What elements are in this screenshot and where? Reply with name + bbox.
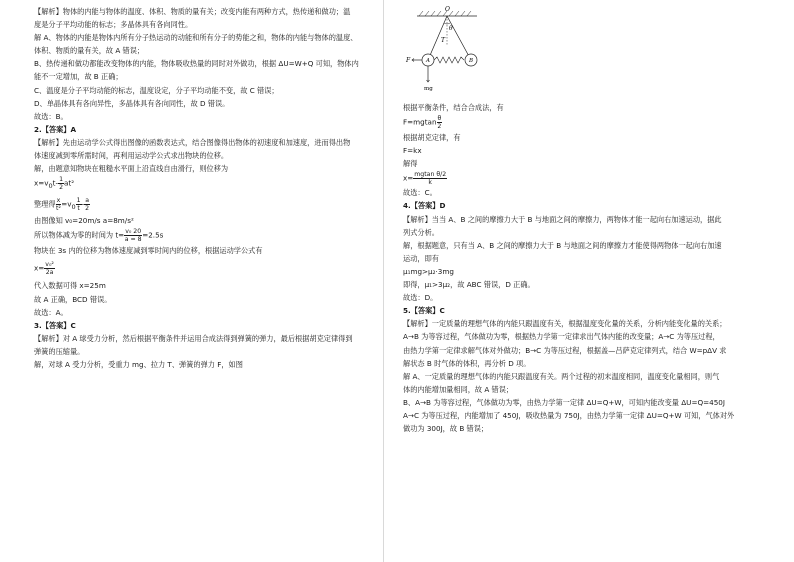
solution-line: 解 A、一定质量的理想气体的内能只跟温度有关。两个过程的初末温度相同，温度变化量相同，则气 [403,371,720,381]
choice-line: 故选：A。 [34,307,68,317]
left-column [34,6,389,372]
label-mg: mg [424,86,433,92]
choice-line: 故选：B。 [34,111,68,121]
analysis-line: 体速度减到零所需时间，再利用运动学公式求出物块的位移。 [34,151,229,161]
spring [434,57,464,63]
formula-x: x= $\frac{\text{v₀²}}{2a}$ [34,260,54,276]
formula-time: 所以物体减为零的时间为 t= $\frac{\text{v₀ 20}}{a = 8}$ =2.5s [34,228,164,244]
fraction: $\frac{1}{t}$ [76,197,81,213]
formula-graph-values: 由图像知 v₀=20m/s a=8m/s² [34,216,134,226]
analysis-line: 弹簧的压缩量。 [34,346,85,356]
formula-hooke: F=kx [403,145,422,155]
analysis-line: 【解析】物体的内能与物体的温度、体积、物质的量有关；改变内能有两种方式，热传递和做功；温 [34,7,351,16]
fraction: $\frac{\theta}{2}$ [437,115,442,131]
force-diagram [403,6,543,100]
fraction: $\frac{a}{2}$ [85,197,90,213]
solution-line: 解，对球 A 受力分析，受重力 mg、拉力 T、弹簧的弹力 F，如图 [34,360,243,370]
label-theta: θ [449,25,453,32]
choice-line: 故选：D。 [403,293,438,303]
solution-line: C、温度是分子平均动能的标志，温度设定，分子平均动能不变，故 C 错误； [34,85,279,95]
analysis-line: 【解析】对 A 球受力分析，然后根据平衡条件并运用合成法得到弹簧的弹力，最后根据胡克定律得到 [34,333,353,343]
analysis-line: 度是分子平均动能的标志；多晶体具有各向同性。 [34,20,193,30]
solution-line: 根据平衡条件，结合合成法，有 [403,103,504,112]
solution-line: 解，根据题意，只有当 A、B 之间的摩擦力大于 B 与地面之间的摩擦力才能使得两物体一起向右加速 [403,240,722,250]
fraction: $\frac{\text{v₀ 20}}{a = 8}$ [124,228,142,244]
label-f: F [406,57,411,64]
answer-heading-5: 5.【答案】C [403,306,445,316]
analysis-line: 【解析】先由运动学公式得出图像的函数表达式，结合图像得出物体的初速度和加速度，进而得出物 [34,137,351,147]
answer-heading-2: 2.【答案】A [34,124,77,134]
solution-line: B、A→B 为等容过程，气体做功为零，由热力学第一定律 ΔU=Q+W，可知内能改变量 ΔU=Q=450J [403,397,725,407]
label-a: A [426,58,430,64]
label-o: O [445,6,450,13]
analysis-line: 【解析】一定质量的理想气体的内能只跟温度有关，根据温度变化量的关系，分析内能变化量的关系； [403,319,727,329]
analysis-line: 由热力学第一定律求解气体对外做功；B→C 为等压过程，根据盖—吕萨克定律列式，结合 W=pΔV 求 [403,345,727,355]
right-column [403,6,758,436]
label-b: B [469,58,474,64]
solution-line: B、热传递和做功都能改变物体的内能，物体吸收热量的同时对外做功，根据 ΔU=W+Q 可知，物体内 [34,59,359,69]
solution-line: 即得，μ₁>3μ₂，故 ABC 错误，D 正确。 [403,280,535,290]
analysis-line: 【解析】当当 A、B 之间的摩擦力大于 B 与地面之间的摩擦力，两物体才能一起向右加速运动，据此 [403,214,722,224]
analysis-line: A→B 为等容过程，气体做功为零，根据热力学第一定律求出气体内能的改变量；A→C 为等压过程， [403,332,720,342]
solution-line: 能不一定增加，故 B 正确； [34,72,123,82]
solution-line: 运动，即有 [403,253,439,263]
solution-line: 解 A、物体的内能是物体内所有分子热运动的动能和所有分子的势能之和，物体的内能与物体的温度、 [34,33,358,43]
solution-line: D、单晶体具有各向异性，多晶体具有各向同性，故 D 错误。 [34,98,230,108]
label-t: T [441,37,446,44]
solution-line: 体的内能增加量相同，故 A 错误； [403,384,514,394]
force-diagram-svg [403,6,543,100]
choice-line: 故选：C。 [403,188,437,198]
solution-line: 做功为 300J，故 B 错误； [403,424,489,434]
solution-line: 代入数据可得 x=25m [34,281,106,291]
solution-line: 解，由题意知物块在粗糙水平面上沿直线自由滑行，则位移为 [34,164,229,174]
formula-friction: μ₁mg>μ₂·3mg [403,266,454,276]
fraction: $\frac{\text{mgtan θ/2}}{k}$ [414,170,447,186]
fraction: $\frac{x}{\text{t²}}$ [55,197,61,213]
analysis-line: 解状态 B 时气体的体积，再分析 D 项。 [403,358,531,368]
answer-heading-4: 4.【答案】D [403,201,446,211]
formula-displacement: $x=v_0t-$ $\frac{1}{2}$ at² [34,176,75,192]
analysis-line: 列式分析。 [403,227,439,237]
answer-heading-3: 3.【答案】C [34,320,76,330]
formula-rearranged: 整理得 $\frac{x}{\text{t²}}$ $=v_0$ $\frac{1}{t}$ - $\frac{a}{2}$ [34,197,90,213]
string-ob [447,16,471,60]
fraction: $\frac{\text{v₀²}}{2a}$ [45,260,54,276]
solution-line: 根据胡克定律，有 [403,132,461,142]
solution-line: 体积、物质的量有关，故 A 错误； [34,46,145,56]
formula-x-result: x= $\frac{\text{mgtan θ/2}}{k}$ [403,170,447,186]
formula-force: F=mgtan $\frac{\theta}{2}$ [403,115,442,131]
solution-line: 故 A 正确，BCD 错误。 [34,294,112,304]
solution-line: A→C 为等压过程，内能增加了 450J，吸收热量为 750J，由热力学第一定律 ΔU=Q+W 可知，气体对外 [403,410,735,420]
solution-line: 物块在 3s 内的位移为物体速度减到零时间内的位移，根据运动学公式有 [34,245,263,255]
solution-line: 解得 [403,158,418,168]
fraction: $\frac{1}{2}$ [59,176,64,192]
